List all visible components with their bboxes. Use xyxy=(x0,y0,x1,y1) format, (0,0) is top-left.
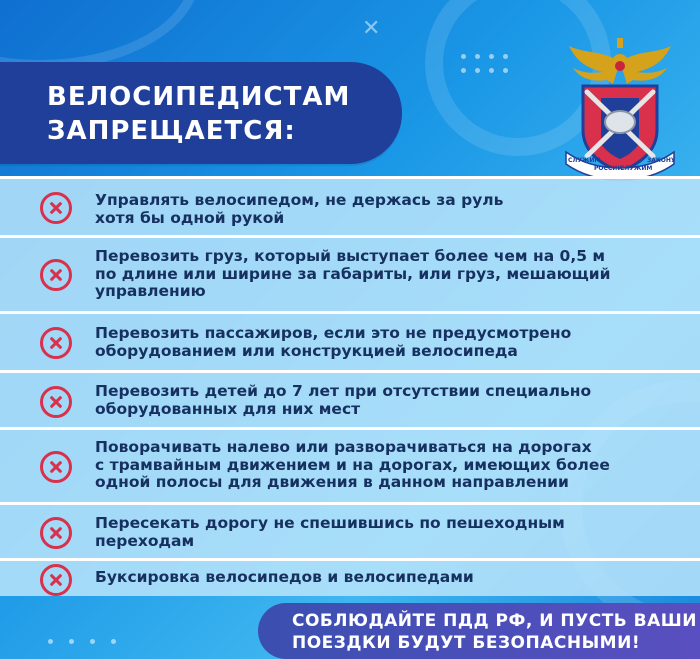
list-item-text: Перевозить пассажиров, если это не предусмотрено оборудованием или конструкцией велосипеда xyxy=(95,324,572,360)
list-item-text: Буксировка велосипедов и велосипедами xyxy=(95,568,474,586)
title-line-2: ЗАПРЕЩАЕТСЯ: xyxy=(47,116,296,146)
prohibited-x-icon xyxy=(40,564,72,596)
prohibited-x-icon xyxy=(40,192,72,224)
prohibited-x-icon xyxy=(40,386,72,418)
list-item xyxy=(0,427,700,502)
emblem-ribbon-word: ЗАКОНУ xyxy=(647,157,676,164)
list-item xyxy=(0,502,700,558)
emblem-ribbon-word: РОССИИ xyxy=(594,165,623,172)
prohibited-x-icon xyxy=(40,259,72,291)
list-item-text: Перевозить груз, который выступает более чем на 0,5 м по длине или ширине за габариты, или груз, мешающий управлению xyxy=(95,247,611,300)
emblem-ribbon-word: СЛУЖИМ xyxy=(568,157,601,164)
list-item xyxy=(0,176,700,235)
list-item xyxy=(0,370,700,427)
list-item xyxy=(0,235,700,311)
decorative-dots xyxy=(461,54,508,73)
footer-line-2: ПОЕЗДКИ БУДУТ БЕЗОПАСНЫМИ! xyxy=(292,633,641,653)
title-line-1: ВЕЛОСИПЕДИСТАМ xyxy=(47,82,351,112)
list-item-text: Поворачивать налево или разворачиваться на дорогах с трамвайным движением и на дорогах, имеющих более одной полосы для движения в данном направлении xyxy=(95,438,610,491)
footer-banner xyxy=(258,603,700,659)
footer-line-1: СОБЛЮДАЙТЕ ПДД РФ, И ПУСТЬ ВАШИ xyxy=(292,611,698,631)
decorative-dots xyxy=(48,639,116,644)
title-banner xyxy=(0,62,402,164)
list-item-text: Управлять велосипедом, не держась за руль хотя бы одной рукой xyxy=(95,191,504,227)
prohibited-x-icon xyxy=(40,327,72,359)
list-item-text: Пересекать дорогу не спешившись по пешеходным переходам xyxy=(95,514,565,550)
emblem-ribbon-word: СЛУЖИМ xyxy=(620,165,653,172)
prohibited-x-icon xyxy=(40,517,72,549)
list-item xyxy=(0,311,700,370)
background-ring xyxy=(0,0,200,70)
decorative-cross-icon: ✕ xyxy=(362,16,381,41)
list-item-text: Перевозить детей до 7 лет при отсутствии специально оборудованных для них мест xyxy=(95,382,592,418)
prohibited-x-icon xyxy=(40,451,72,483)
police-emblem-icon xyxy=(563,32,677,182)
list-item xyxy=(0,558,700,596)
